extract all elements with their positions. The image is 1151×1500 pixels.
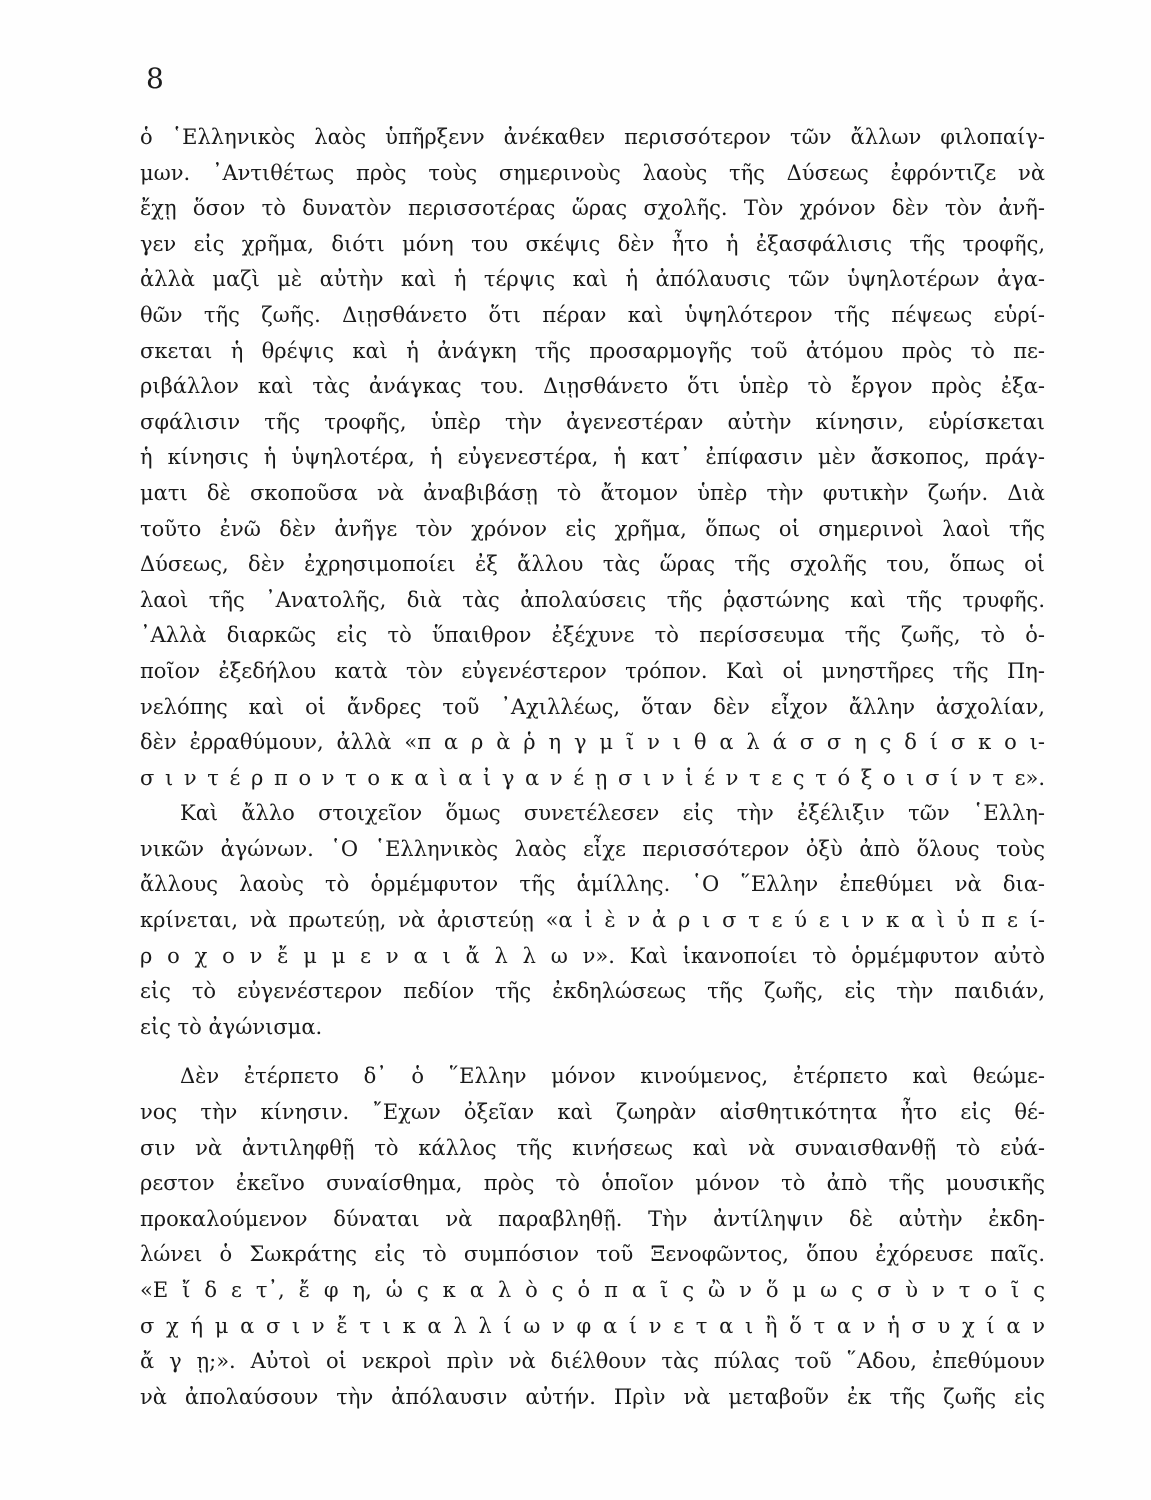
body-text	[140, 120, 1045, 1415]
text-line: εἰς τὸ ἀγώνισμα.	[140, 1014, 323, 1039]
text-line: σιν νὰ ἀντιληφθῇ τὸ κάλλος τῆς κινήσεως καὶ νὰ συναισθανθῇ τὸ εὐά-	[140, 1135, 1045, 1160]
text-line: νὰ ἀπολαύσουν τὴν ἀπόλαυσιν αὐτήν. Πρὶν νὰ μεταβοῦν ἐκ τῆς ζωῆς εἰς	[140, 1384, 1045, 1409]
text-line: σ ι ν τ έ ρ π ο ν τ ο κ α ὶ α ἰ γ α ν έ ῃ σ ι ν ἱ έ ν τ ε ς τ ό ξ ο ι σ ί ν τ ε».	[140, 765, 1045, 790]
text-line: ἔχῃ ὅσον τὸ δυνατὸν περισσοτέρας ὥρας σχολῆς. Τὸν χρόνον δὲν τὸν ἀνῆ-	[140, 196, 1045, 221]
text-line: σκεται ἡ θρέψις καὶ ἡ ἀνάγκη τῆς προσαρμογῆς τοῦ ἀτόμου πρὸς τὸ πε-	[140, 338, 1045, 363]
paragraph-gap	[140, 1045, 1045, 1059]
text-line: ἄ γ ῃ;». Αὐτοὶ οἱ νεκροὶ πρὶν νὰ διέλθουν τὰς πύλας τοῦ ῞Αδου, ἐπεθύμουν	[140, 1349, 1045, 1374]
text-line: νικῶν ἀγώνων. ῾Ο ῾Ελληνικὸς λαὸς εἶχε περισσότερον ὀξὺ ἀπὸ ὅλους τοὺς	[140, 836, 1045, 861]
text-line: μων. ᾿Αντιθέτως πρὸς τοὺς σημερινοὺς λαοὺς τῆς Δύσεως ἐφρόντιζε νὰ	[140, 160, 1045, 185]
text-line: θῶν τῆς ζωῆς. Διῃσθάνετο ὅτι πέραν καὶ ὑψηλότερον τῆς πέψεως εὑρί-	[140, 302, 1045, 327]
text-line: δὲν ἐρραθύμουν, ἀλλὰ «π α ρ ὰ ῥ η γ μ ῖ ν ι θ α λ ά σ σ η ς δ ί σ κ ο ι-	[140, 730, 1045, 755]
paragraph-2	[140, 796, 1045, 1045]
text-line: σ χ ή μ α σ ι ν ἔ τ ι κ α λ λ ί ω ν φ α ί ν ε τ α ι ἢ ὅ τ α ν ἡ σ υ χ ί α ν	[140, 1313, 1045, 1338]
text-line: Καὶ ἄλλο στοιχεῖον ὅμως συνετέλεσεν εἰς τὴν ἐξέλιξιν τῶν ῾Ελλη-	[180, 801, 1045, 826]
text-line: ἀλλὰ μαζὶ μὲ αὐτὴν καὶ ἡ τέρψις καὶ ἡ ἀπόλαυσις τῶν ὑψηλοτέρων ἀγα-	[140, 267, 1045, 292]
text-line: γεν εἰς χρῆμα, διότι μόνη του σκέψις δὲν ἦτο ἡ ἐξασφάλισις τῆς τροφῆς,	[140, 231, 1045, 256]
text-line: λώνει ὁ Σωκράτης εἰς τὸ συμπόσιον τοῦ Ξενοφῶντος, ὅπου ἐχόρευσε παῖς.	[140, 1242, 1045, 1267]
text-line: κρίνεται, νὰ πρωτεύῃ, νὰ ἀριστεύῃ «α ἰ ὲ ν ἀ ρ ι σ τ ε ύ ε ι ν κ α ὶ ὑ π ε ί-	[140, 908, 1045, 933]
text-line: ποῖον ἐξεδήλου κατὰ τὸν εὐγενέστερον τρόπον. Καὶ οἱ μνηστῆρες τῆς Πη-	[140, 658, 1045, 683]
text-line: ρεστον ἐκεῖνο συναίσθημα, πρὸς τὸ ὁποῖον μόνον τὸ ἀπὸ τῆς μουσικῆς	[140, 1171, 1045, 1196]
text-line: νελόπης καὶ οἱ ἄνδρες τοῦ ᾿Αχιλλέως, ὅταν δὲν εἶχον ἄλλην ἀσχολίαν,	[140, 694, 1045, 719]
text-line: εἰς τὸ εὐγενέστερον πεδίον τῆς ἐκδηλώσεως τῆς ζωῆς, εἰς τὴν παιδιάν,	[140, 979, 1045, 1004]
text-line: Δὲν ἐτέρπετο δ᾿ ὁ ῞Ελλην μόνον κινούμενος, ἐτέρπετο καὶ θεώμε-	[180, 1064, 1045, 1089]
text-line: σφάλισιν τῆς τροφῆς, ὑπὲρ τὴν ἀγενεστέραν αὐτὴν κίνησιν, εὑρίσκεται	[140, 409, 1045, 434]
text-line: προκαλούμενον δύναται νὰ παραβληθῇ. Τὴν ἀντίληψιν δὲ αὐτὴν ἐκδη-	[140, 1206, 1045, 1231]
text-line: νος τὴν κίνησιν. ῎Εχων ὀξεῖαν καὶ ζωηρὰν αἰσθητικότητα ἦτο εἰς θέ-	[140, 1100, 1045, 1125]
page-number: 8	[146, 62, 164, 95]
text-line: ριβάλλον καὶ τὰς ἀνάγκας του. Διῃσθάνετο ὅτι ὑπὲρ τὸ ἔργον πρὸς ἐξα-	[140, 374, 1045, 399]
text-line: ὁ ῾Ελληνικὸς λαὸς ὑπῆρξενν ἀνέκαθεν περισσότερον τῶν ἄλλων φιλοπαίγ-	[140, 125, 1045, 149]
text-line: ματι δὲ σκοποῦσα νὰ ἀναβιβάσῃ τὸ ἄτομον ὑπὲρ τὴν φυτικὴν ζωήν. Διὰ	[140, 480, 1045, 505]
text-line: ρ ο χ ο ν ἔ μ μ ε ν α ι ἄ λ λ ω ν». Καὶ ἱκανοποίει τὸ ὁρμέμφυτον αὐτὸ	[140, 943, 1045, 968]
text-line: Δύσεως, δὲν ἐχρησιμοποίει ἐξ ἄλλου τὰς ὥρας τῆς σχολῆς του, ὅπως οἱ	[140, 552, 1045, 577]
text-line: ἄλλους λαοὺς τὸ ὁρμέμφυτον τῆς ἁμίλλης. ῾Ο ῞Ελλην ἐπεθύμει νὰ δια-	[140, 872, 1045, 897]
text-line: «Ε ἴ δ ε τ᾿, ἔ φ η, ὡ ς κ α λ ὸ ς ὁ π α ῖ ς ὢ ν ὅ μ ω ς σ ὺ ν τ ο ῖ ς	[140, 1278, 1045, 1302]
text-line: ᾿Αλλὰ διαρκῶς εἰς τὸ ὕπαιθρον ἐξέχυνε τὸ περίσσευμα τῆς ζωῆς, τὸ ὁ-	[140, 623, 1045, 648]
paragraph-3	[140, 1059, 1045, 1415]
text-line: ἡ κίνησις ἡ ὑψηλοτέρα, ἡ εὐγενεστέρα, ἡ κατ᾿ ἐπίφασιν μὲν ἄσκοπος, πράγ-	[140, 445, 1045, 470]
text-line: λαοὶ τῆς ᾿Ανατολῆς, διὰ τὰς ἀπολαύσεις τῆς ῥᾳστώνης καὶ τῆς τρυφῆς.	[140, 587, 1045, 612]
paragraph-1	[140, 120, 1045, 796]
text-line: τοῦτο ἐνῶ δὲν ἀνῆγε τὸν χρόνον εἰς χρῆμα, ὅπως οἱ σημερινοὶ λαοὶ τῆς	[140, 516, 1045, 541]
